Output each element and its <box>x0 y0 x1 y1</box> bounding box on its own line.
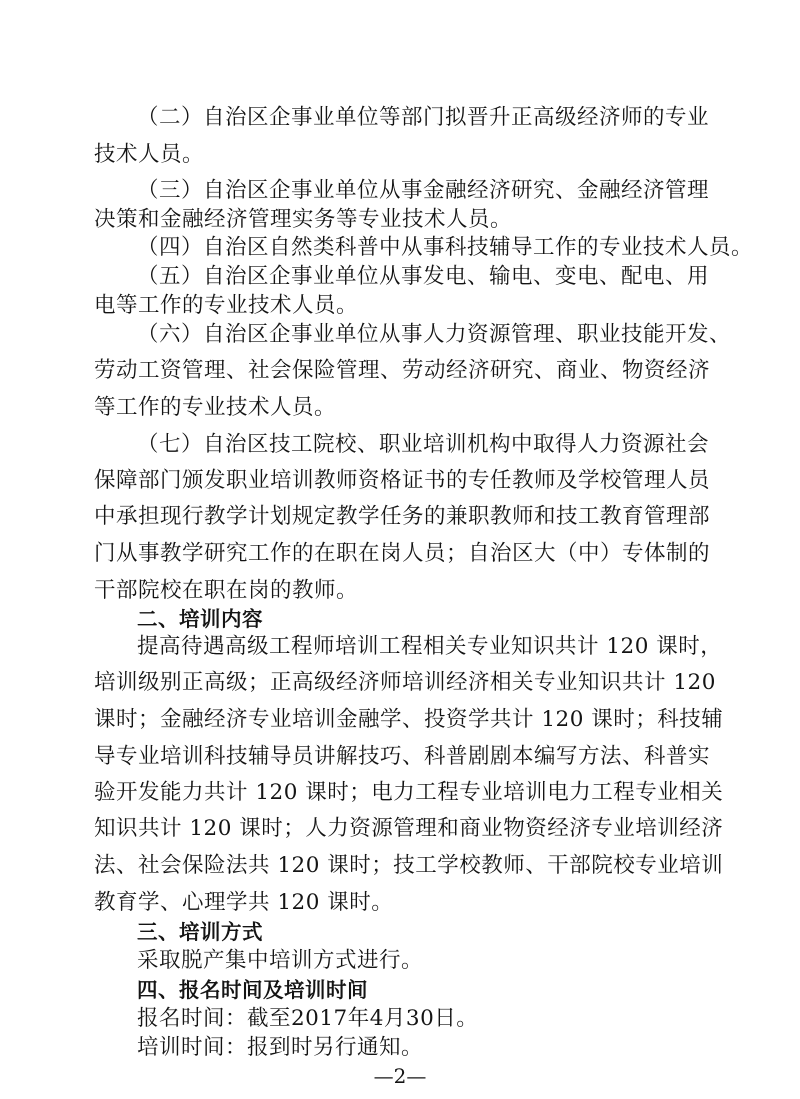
section-2-line-8: 教育学、心理学共 120 课时。 <box>94 890 394 915</box>
section-2-line-2: 培训级别正高级；正高级经济师培训经济相关专业知识共计 120 <box>94 670 716 695</box>
section-2-line-7: 法、社会保险法共 120 课时；技工学校教师、干部院校专业培训 <box>94 853 724 878</box>
item-6-line-2: 劳动工资管理、社会保险管理、劳动经济研究、商业、物资经济 <box>94 358 711 383</box>
section-2-line-1: 提高待遇高级工程师培训工程相关专业知识共计 120 课时， <box>137 634 723 659</box>
section-3-line-1: 采取脱产集中培训方式进行。 <box>137 948 424 973</box>
item-7-line-4: 门从事教学研究工作的在职在岗人员；自治区大（中）专体制的 <box>94 541 711 566</box>
section-2-line-3: 课时；金融经济专业培训金融学、投资学共计 120 课时；科技辅 <box>94 707 724 732</box>
section-2-line-5: 验开发能力共计 120 课时；电力工程专业培训电力工程专业相关 <box>94 780 724 805</box>
item-6-line-1: （六）自治区企事业单位从事人力资源管理、职业技能开发、 <box>137 322 732 347</box>
section-2-heading: 二、培训内容 <box>137 607 263 631</box>
section-2-line-6: 知识共计 120 课时；人力资源管理和商业物资经济专业培训经济 <box>94 816 724 841</box>
item-3-line-2: 决策和金融经济管理实务等专业技术人员。 <box>94 207 513 232</box>
item-6-line-3: 等工作的专业技术人员。 <box>94 395 337 420</box>
item-2-line-2: 技术人员。 <box>94 142 205 167</box>
section-2-line-4: 导专业培训科技辅导员讲解技巧、科普剧剧本编写方法、科普实 <box>94 744 711 769</box>
item-7-line-1: （七）自治区技工院校、职业培训机构中取得人力资源社会 <box>137 432 710 457</box>
item-7-line-2: 保障部门颁发职业培训教师资格证书的专任教师及学校管理人员 <box>94 468 711 493</box>
item-3-line-1: （三）自治区企事业单位从事金融经济研究、金融经济管理 <box>137 178 710 203</box>
page-number: —2— <box>373 1064 427 1088</box>
item-7-line-5: 干部院校在职在岗的教师。 <box>94 578 359 603</box>
item-7-line-3: 中承担现行教学计划规定教学任务的兼职教师和技工教育管理部 <box>94 504 711 529</box>
section-3-heading: 三、培训方式 <box>137 920 263 944</box>
item-2-line-1: （二）自治区企事业单位等部门拟晋升正高级经济师的专业 <box>137 105 710 130</box>
item-5-line-2: 电等工作的专业技术人员。 <box>94 293 359 318</box>
section-4-line-2: 培训时间：报到时另行通知。 <box>137 1035 424 1060</box>
item-4-line-1: （四）自治区自然类科普中从事科技辅导工作的专业技术人员。 <box>137 235 754 260</box>
section-4-line-1: 报名时间：截至2017年4月30日。 <box>137 1006 479 1031</box>
item-5-line-1: （五）自治区企事业单位从事发电、输电、变电、配电、用 <box>137 264 710 289</box>
section-4-heading: 四、报名时间及培训时间 <box>137 978 368 1002</box>
